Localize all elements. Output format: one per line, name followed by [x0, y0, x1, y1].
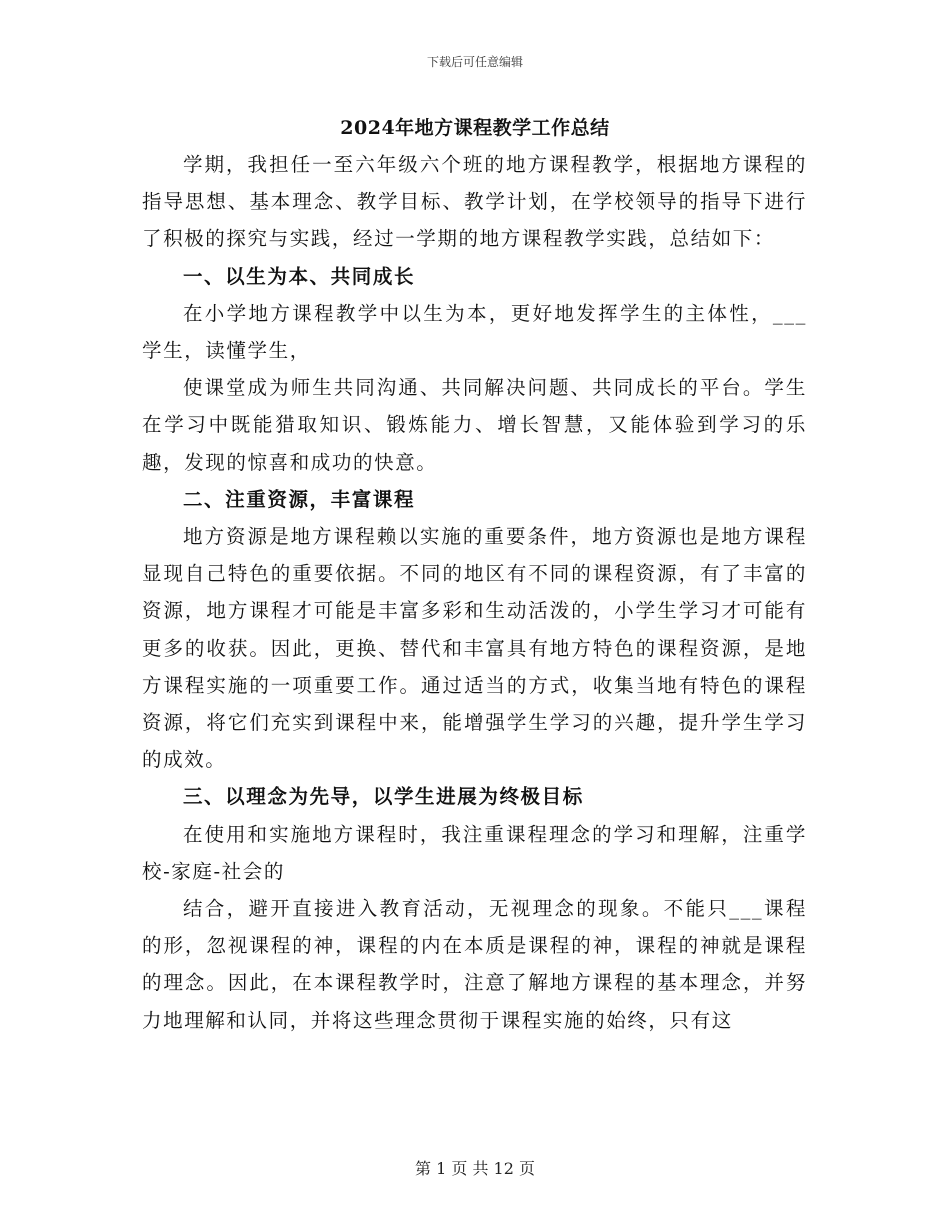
paragraph: 在小学地方课程教学中以生为本，更好地发挥学生的主体性，___学生，读懂学生，	[142, 301, 807, 363]
paragraph: 使课堂成为师生共同沟通、共同解决问题、共同成长的平台。学生在学习中既能猎取知识、锻炼能力、增长智慧，又能体验到学习的乐趣，发现的惊喜和成功的快意。	[142, 376, 807, 474]
paragraph-intro: 学期，我担任一至六年级六个班的地方课程教学，根据地方课程的指导思想、基本理念、教学目标、教学计划，在学校领导的指导下进行了积极的探究与实践，经过一学期的地方课程教学实践，总结如下：	[142, 153, 807, 251]
section-heading-3: 三、以理念为先导，以学生进展为终极目标	[182, 785, 584, 809]
document-body	[142, 146, 807, 1039]
page-number: 第 1 页 共 12 页	[415, 1159, 535, 1178]
document-title: 2024年地方课程教学工作总结	[340, 117, 610, 139]
section-heading-2: 二、注重资源，丰富课程	[182, 487, 416, 511]
header-note: 下载后可任意编辑	[426, 55, 523, 69]
paragraph: 地方资源是地方课程赖以实施的重要条件，地方资源也是地方课程显现自己特色的重要依据。不同的地区有不同的课程资源，有了丰富的资源，地方课程才可能是丰富多彩和生动活泼的，小学生学习才可能有更多的收获。因此，更换、替代和丰富具有地方特色的课程资源，是地方课程实施的一项重要工作。通过适当的方式，收集当地有特色的课程资源，将它们充实到课程中来，能增强学生学习的兴趣，提升学生学习的成效。	[142, 525, 807, 772]
paragraph: 结合，避开直接进入教育活动，无视理念的现象。不能只___课程的形，忽视课程的神，课程的内在本质是课程的神，课程的神就是课程的理念。因此，在本课程教学时，注意了解地方课程的基本理念，并努力地理解和认同，并将这些理念贯彻于课程实施的始终，只有这	[142, 897, 807, 1032]
paragraph: 在使用和实施地方课程时，我注重课程理念的学习和理解，注重学校-家庭-社会的	[142, 822, 807, 883]
section-heading-1: 一、以生为本、共同成长	[182, 264, 416, 288]
